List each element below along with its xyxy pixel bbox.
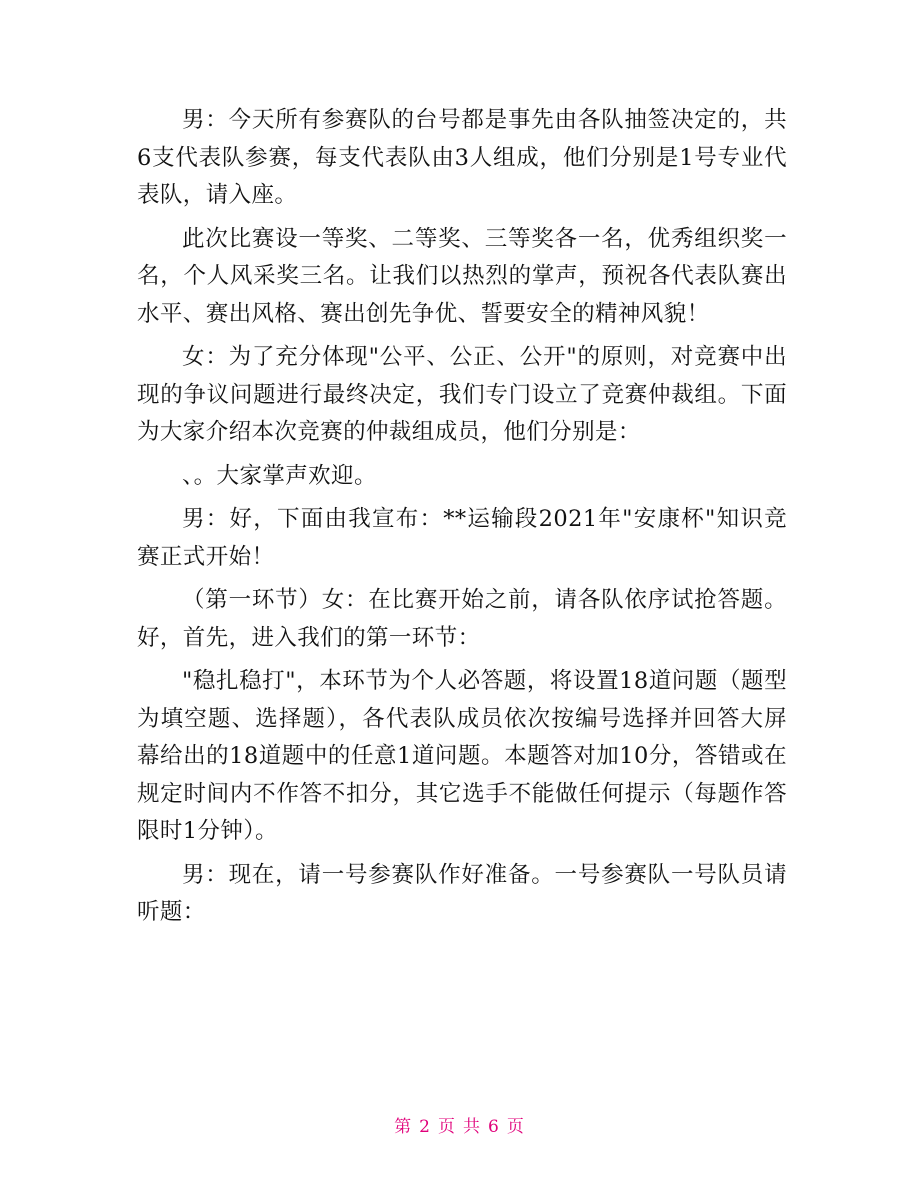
footer-prefix: 第 <box>394 1117 414 1137</box>
footer-total-pages: 6 <box>488 1117 501 1137</box>
paragraph-1: 男：今天所有参赛队的台号都是事先由各队抽签决定的，共6支代表队参赛，每支代表队由3人组成，他们分别是1号专业代表队，请入座。 <box>137 107 787 208</box>
paragraph-7: "稳扎稳打"，本环节为个人必答题，将设置18道问题（题型为填空题、选择题），各代表队成员依次按编号选择并回答大屏幕给出的18道题中的任意1道问题。本题答对加10分，答错或在规定时间内不作答不扣分，其它选手不能做任何提示（每题作答限时1分钟）。 <box>137 668 787 844</box>
paragraph-4: 、。大家掌声欢迎。 <box>182 462 377 489</box>
footer-total-word: 共 <box>463 1117 482 1137</box>
paragraph-8: 男：现在，请一号参赛队作好准备。一号参赛队一号队员请听题： <box>137 861 787 925</box>
paragraph-2: 此次比赛设一等奖、二等奖、三等奖各一名，优秀组织奖一名，个人风采奖三名。让我们以热烈的掌声，预祝各代表队赛出水平、赛出风格、赛出创先争优、誓要安全的精神风貌！ <box>137 225 787 327</box>
footer-page-word: 页 <box>438 1117 457 1137</box>
footer-current-page: 2 <box>419 1117 432 1137</box>
paragraph-6: （第一环节）女：在比赛开始之前，请各队依序试抢答题。好，首先，进入我们的第一环节： <box>137 587 787 651</box>
footer-page-word-end: 页 <box>506 1117 526 1137</box>
paragraph-3: 女：为了充分体现"公平、公正、公开"的原则，对竞赛中出现的争议问题进行最终决定，我们专门设立了竞赛仲裁组。下面为大家介绍本次竞赛的仲裁组成员，他们分别是： <box>137 344 787 445</box>
paragraph-5: 男：好，下面由我宣布：**运输段2021年"安康杯"知识竞赛正式开始！ <box>137 506 787 570</box>
document-body <box>137 102 787 938</box>
page-number-footer <box>0 1112 920 1137</box>
